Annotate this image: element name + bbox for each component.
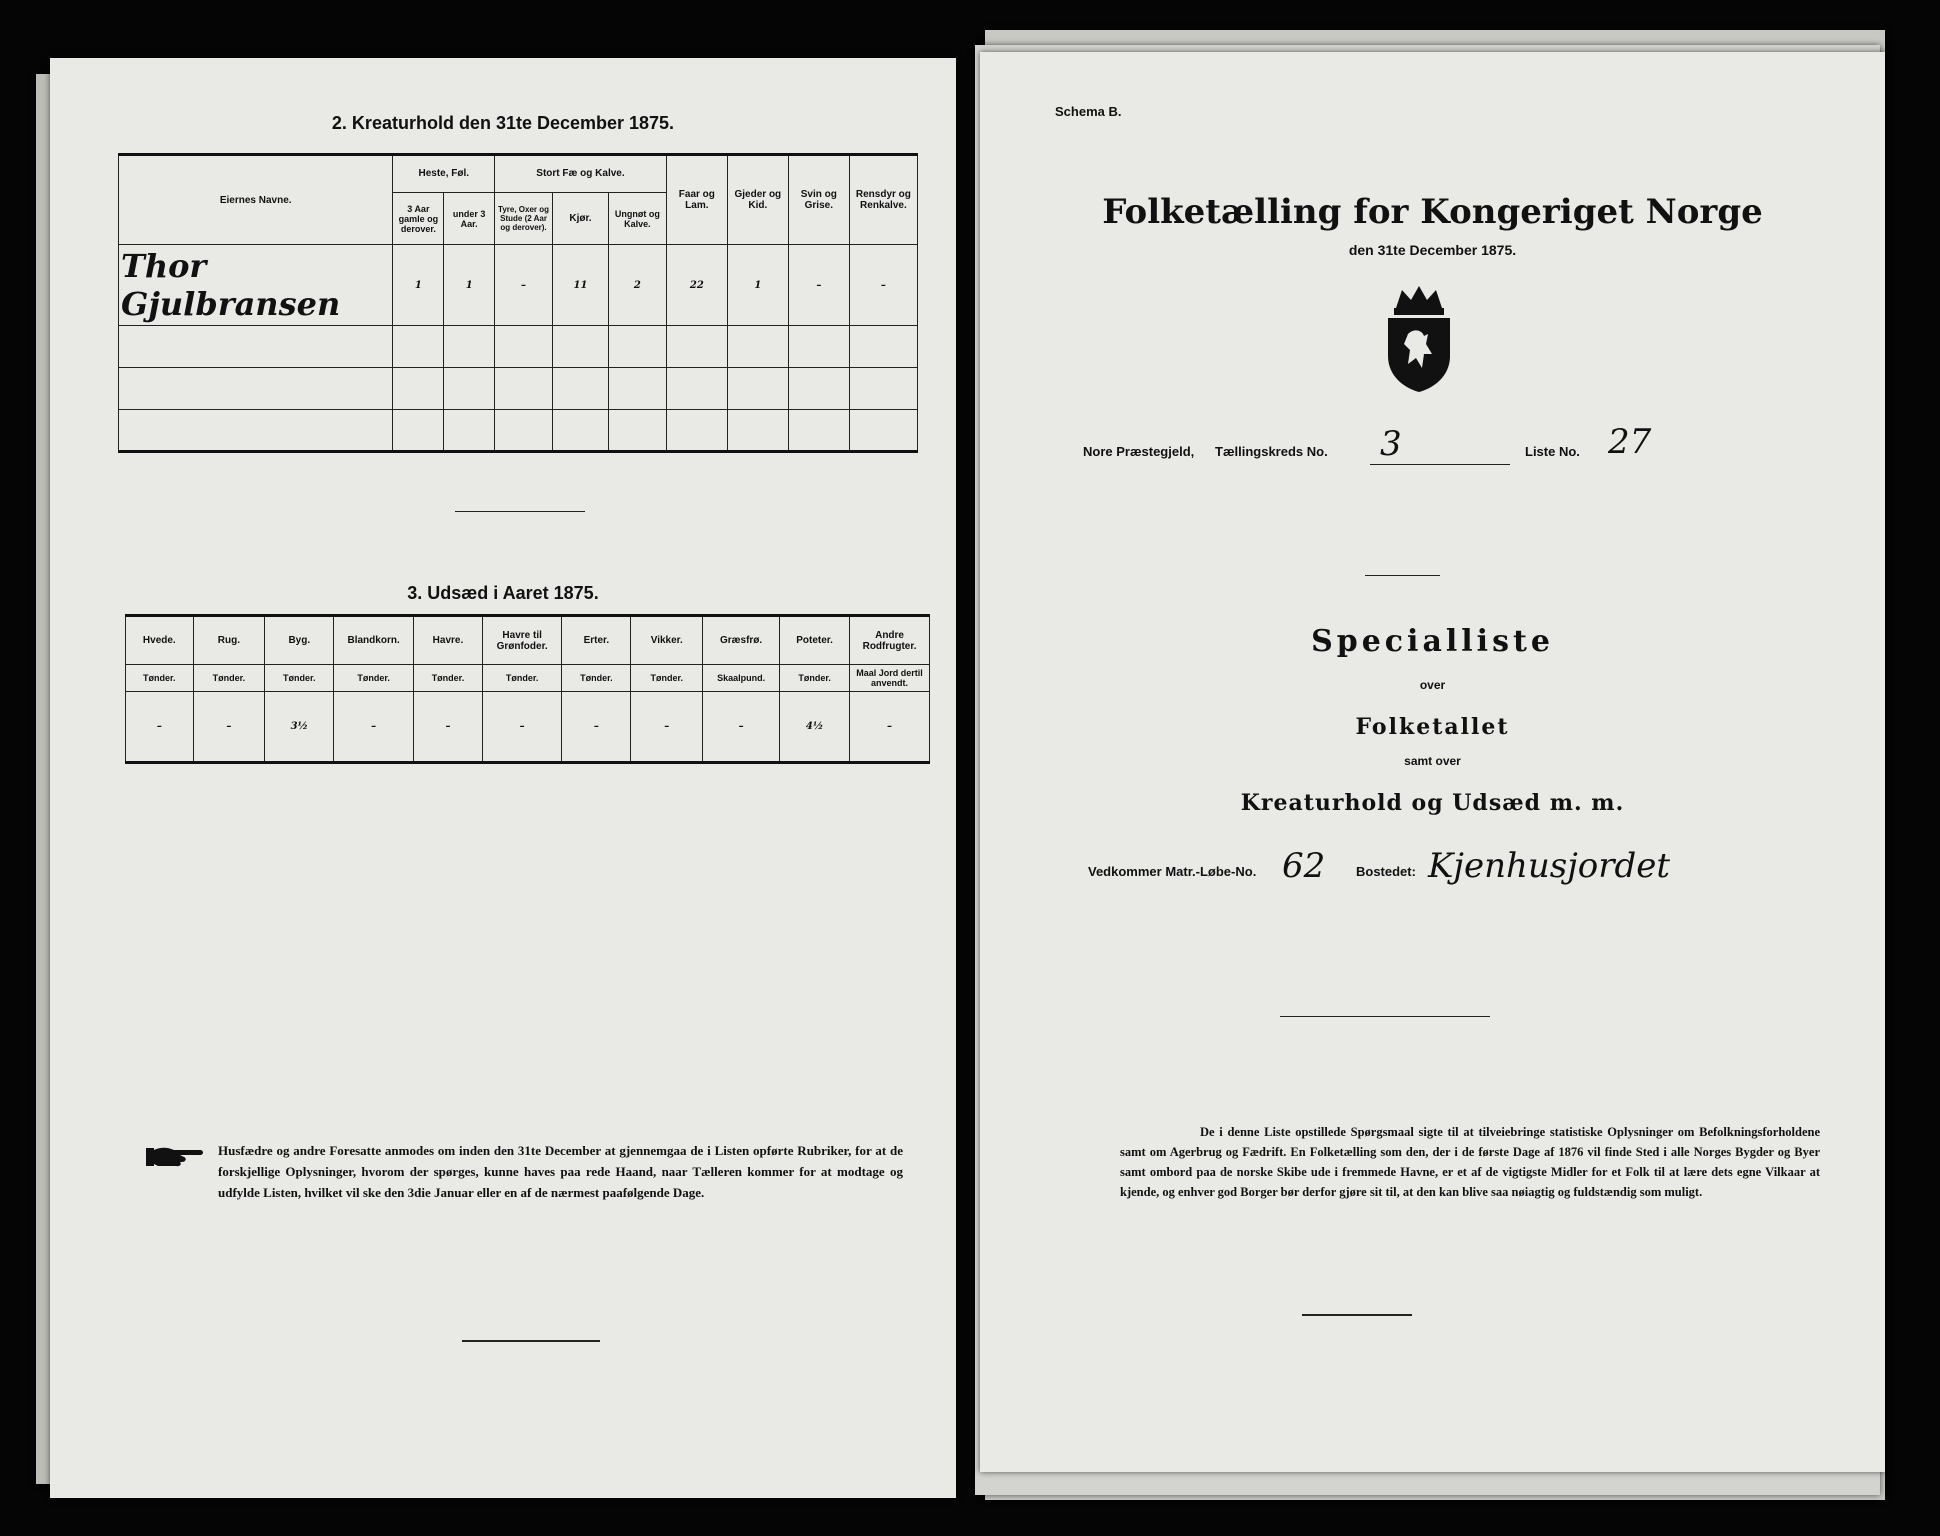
sowing-unit: Tønder. [265, 665, 334, 692]
divider [455, 511, 585, 512]
document-date: den 31te December 1875. [1348, 242, 1517, 258]
samt-over-label: samt over [1404, 754, 1461, 768]
pigs-header: Svin og Grise. [788, 155, 849, 245]
krets-underline [1370, 464, 1510, 465]
sowing-value: – [193, 691, 265, 762]
document-title: Folketælling for Kongeriget Norge [1102, 192, 1763, 232]
livestock-table [118, 153, 918, 453]
sowing-unit: Tønder. [631, 665, 703, 692]
bosted-label: Bostedet: [1356, 864, 1416, 879]
sowing-header: Poteter. [780, 616, 850, 665]
divider [1365, 575, 1440, 576]
sowing-header: Andre Rodfrugter. [850, 616, 930, 665]
horses-header: Heste, Føl. [393, 155, 495, 193]
sowing-unit: Tønder. [780, 665, 850, 692]
goats-cell: 1 [727, 245, 788, 326]
schema-label: Schema B. [1055, 104, 1122, 119]
sowing-unit: Tønder. [193, 665, 265, 692]
matr-value: 62 [1282, 846, 1326, 886]
sheep-header: Faar og Lam. [666, 155, 727, 245]
cattle-header: Stort Fæ og Kalve. [495, 155, 667, 193]
calves-cell: 2 [608, 245, 666, 326]
sowing-value: – [334, 691, 413, 762]
sowing-unit: Skaalpund. [703, 665, 780, 692]
sowing-header: Vikker. [631, 616, 703, 665]
horses-3y-header: 3 Aar gamle og derover. [393, 192, 444, 244]
matr-label: Vedkommer Matr.-Løbe-No. [1088, 864, 1257, 879]
sheep-cell: 22 [666, 245, 727, 326]
divider [462, 1340, 600, 1342]
section-3-title: 3. Udsæd i Aaret 1875. [407, 583, 599, 603]
bosted-value: Kjenhusjordet [1428, 846, 1671, 886]
sowing-value: – [483, 691, 562, 762]
horses-under3y-cell: 1 [444, 245, 495, 326]
notice-text: Husfædre og andre Foresatte anmodes om inden den 31te December at gjennemgaa de i Listen opførte Rubriker, for at de forskjellige Oplysninger, hvorom der spørges, kunne haves paa rede Haand, naar Tælleren kommer for at modtage og udfylde Listen, hvilket vil ske den 3die Januar eller en af de nærmest paafølgende Dage. [218, 1143, 903, 1200]
kreaturhold-heading: Kreaturhold og Udsæd m. m. [1240, 790, 1625, 816]
sowing-header: Blandkorn. [334, 616, 413, 665]
cows-header: Kjør. [553, 192, 609, 244]
horses-under3y-header: under 3 Aar. [444, 192, 495, 244]
section-2-title: 2. Kreaturhold den 31te December 1875. [331, 113, 675, 133]
goats-header: Gjeder og Kid. [727, 155, 788, 245]
coat-of-arms-icon [1378, 284, 1460, 394]
sowing-header: Rug. [193, 616, 265, 665]
sowing-value: – [126, 691, 194, 762]
instructions-paragraph: De i denne Liste opstillede Spørgsmaal sigte til at tilveiebringe statistiske Oplysninger om Befolkningsforholdene samt om Agerbrug og Fædrift. En Folketælling som den, der i de første Dage af 1876 vil finde Sted i alle Norges Bygder og Byer samt ombord paa de norske Skibe ude i fremmede Havne, er et af de vigtigste Midler for et Folk til at lære dets egne Vilkaar at kjende, og enhver god Borger bør derfor gjøre sit til, at den kan blive saa nøiagtig og fuldstændig som muligt. [1120, 1125, 1820, 1199]
reindeer-header: Rensdyr og Renkalve. [849, 155, 917, 245]
pigs-cell: – [788, 245, 849, 326]
right-page [980, 52, 1885, 1472]
sowing-header: Græsfrø. [703, 616, 780, 665]
table-row [119, 245, 918, 326]
sowing-unit: Tønder. [562, 665, 631, 692]
sowing-header: Hvede. [126, 616, 194, 665]
sowing-header: Erter. [562, 616, 631, 665]
owner-name-cell: Thor Gjulbransen [119, 245, 393, 326]
sowing-unit: Tønder. [334, 665, 413, 692]
sowing-value: 3½ [265, 691, 334, 762]
folketallet-heading: Folketallet [1355, 714, 1510, 740]
liste-value: 27 [1608, 422, 1652, 462]
divider [1280, 1016, 1490, 1017]
sowing-unit: Tønder. [483, 665, 562, 692]
owner-name-header: Eiernes Navne. [119, 155, 393, 245]
liste-label: Liste No. [1525, 444, 1580, 459]
cows-cell: 11 [553, 245, 609, 326]
specialliste-heading: Specialliste [1311, 624, 1554, 659]
divider [1302, 1314, 1412, 1316]
left-page [50, 58, 956, 1498]
sowing-value: – [562, 691, 631, 762]
sowing-unit: Maal Jord dertil anvendt. [850, 665, 930, 692]
prestegjeld-label: Nore Præstegjeld, [1083, 444, 1195, 459]
sowing-value: 4½ [780, 691, 850, 762]
krets-label: Tællingskreds No. [1215, 444, 1328, 459]
reindeer-cell: – [849, 245, 917, 326]
sowing-value: – [703, 691, 780, 762]
bulls-header: Tyre, Oxer og Stude (2 Aar og derover). [495, 192, 553, 244]
sowing-header: Havre. [413, 616, 482, 665]
sowing-value: – [631, 691, 703, 762]
over-label: over [1419, 678, 1446, 692]
sowing-unit: Tønder. [126, 665, 194, 692]
krets-value: 3 [1380, 424, 1402, 464]
sowing-unit: Tønder. [413, 665, 482, 692]
table-row [126, 691, 930, 762]
sowing-value: – [850, 691, 930, 762]
calves-header: Ungnøt og Kalve. [608, 192, 666, 244]
sowing-table [125, 614, 930, 764]
sowing-header: Havre til Grønfoder. [483, 616, 562, 665]
sowing-value: – [413, 691, 482, 762]
pointing-hand-icon [144, 1142, 204, 1170]
horses-3y-cell: 1 [393, 245, 444, 326]
sowing-header: Byg. [265, 616, 334, 665]
bulls-cell: – [495, 245, 553, 326]
